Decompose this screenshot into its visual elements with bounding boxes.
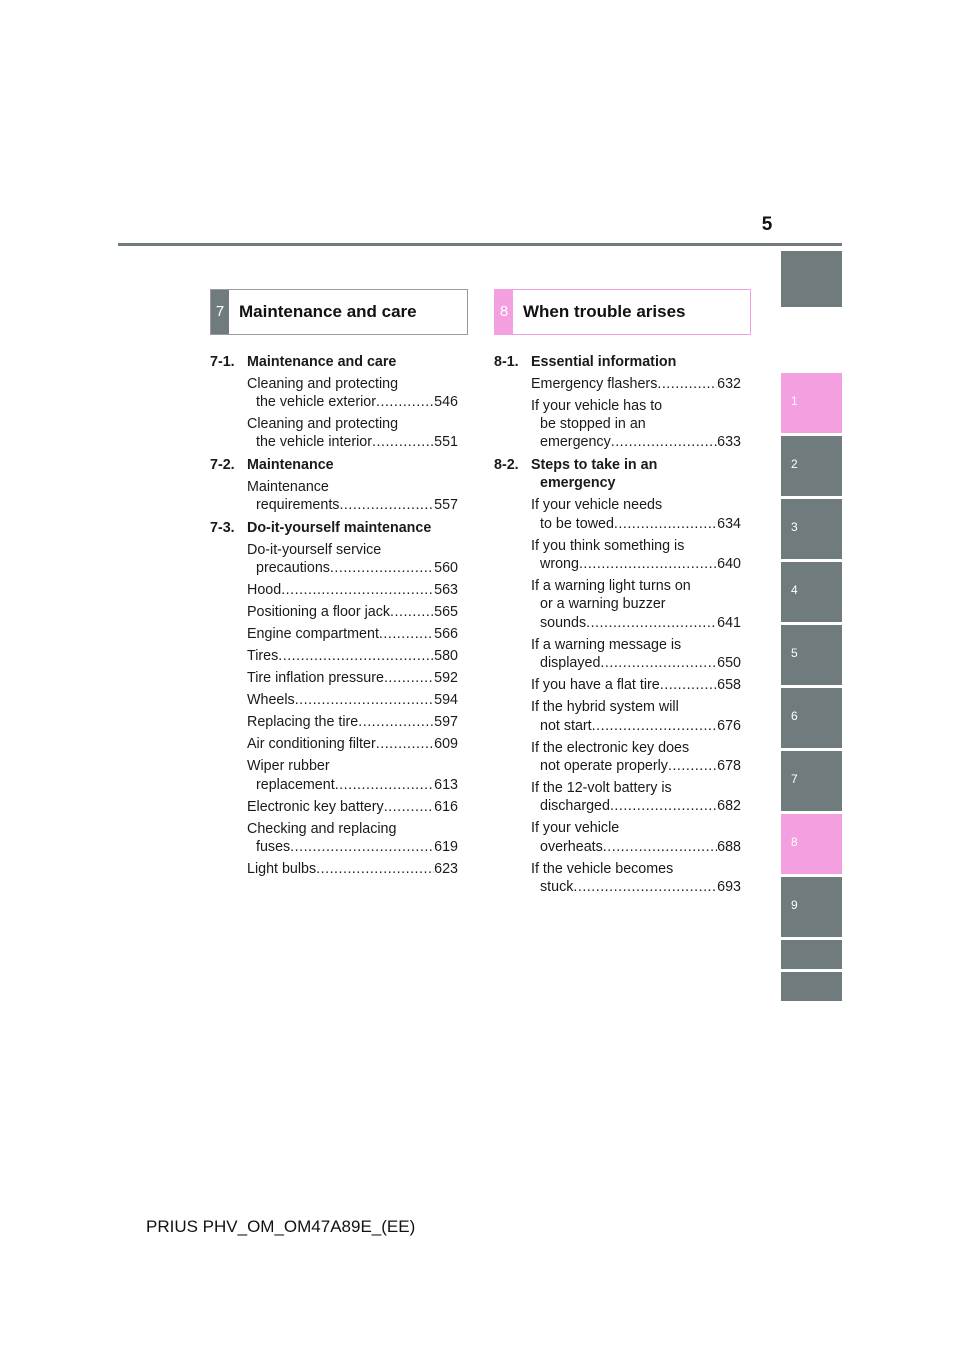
toc-entry-text: Cleaning and protecting	[247, 415, 399, 432]
chapter-tab-7[interactable]	[781, 751, 842, 811]
toc-group	[210, 455, 458, 514]
chapter-tab-blank[interactable]	[781, 972, 842, 1001]
toc-entry-text: Wheels	[247, 692, 295, 709]
chapter-tab-label: 8	[791, 835, 798, 849]
chapter-tab-label: 1	[791, 394, 798, 408]
chapter-tab-4[interactable]	[781, 562, 842, 622]
toc-entry-text: sounds	[540, 614, 587, 631]
toc-entry-text: If the 12-volt battery is	[531, 780, 672, 797]
toc-entry-text: Positioning a floor jack	[247, 604, 391, 621]
toc-entry[interactable]	[531, 537, 741, 574]
toc-page-number: 678	[717, 758, 741, 775]
toc-entry[interactable]	[531, 397, 741, 452]
toc-entry-text: to be towed	[540, 515, 614, 532]
section-7-title: Maintenance and care	[239, 302, 417, 321]
toc-page-number: 634	[717, 515, 741, 532]
toc-entry-text: not operate properly	[540, 758, 668, 775]
toc-entry[interactable]	[531, 577, 741, 632]
toc-page-number: 592	[434, 670, 458, 687]
chapter-tab-label: 3	[791, 520, 798, 534]
toc-entry[interactable]	[247, 603, 458, 621]
dot-leader	[290, 838, 434, 856]
toc-entry-text: If the electronic key does	[531, 739, 690, 756]
toc-page-number: 613	[434, 776, 458, 793]
toc-entry-text: discharged	[540, 798, 610, 815]
toc-entry-text: emergency	[540, 434, 611, 451]
toc-page-number: 633	[717, 434, 741, 451]
toc-group-heading[interactable]	[494, 455, 741, 492]
toc-entry-text: Replacing the tire	[247, 714, 359, 731]
toc-group-heading[interactable]	[494, 352, 741, 371]
toc-entry[interactable]	[531, 779, 741, 816]
dot-leader	[600, 654, 717, 672]
toc-page-number: 565	[434, 604, 458, 621]
chapter-tab-blank[interactable]	[781, 940, 842, 969]
toc-entry[interactable]	[531, 375, 741, 393]
toc-entry[interactable]	[247, 691, 458, 709]
toc-group	[210, 518, 458, 878]
toc-entry-text: Tire inflation pressure	[247, 670, 384, 687]
toc-page-number: 693	[717, 879, 741, 896]
toc-entry-text: If your vehicle has to	[531, 397, 663, 414]
section-7-contents	[210, 352, 458, 882]
toc-page-number: 676	[717, 717, 741, 734]
dot-leader	[586, 614, 717, 632]
toc-page-number: 641	[717, 614, 741, 631]
dot-leader	[316, 860, 434, 878]
dot-leader	[614, 515, 717, 533]
toc-group-title: Steps to take in an	[531, 456, 658, 473]
toc-entry-text: Checking and replacing	[247, 820, 397, 837]
toc-page-number: 682	[717, 798, 741, 815]
toc-entry-text: precautions	[256, 560, 330, 577]
dot-leader	[295, 691, 434, 709]
toc-page-number: 566	[434, 626, 458, 643]
toc-entry[interactable]	[247, 541, 458, 578]
toc-entry[interactable]	[247, 375, 458, 412]
dot-leader	[657, 375, 717, 393]
toc-entry-text: wrong	[540, 556, 579, 573]
toc-entry-text: overheats	[540, 838, 603, 855]
toc-entry[interactable]	[247, 581, 458, 599]
chapter-tab-label: 7	[791, 772, 798, 786]
chapter-tab-1[interactable]	[781, 373, 842, 433]
toc-group-title: Maintenance	[247, 456, 334, 473]
toc-entry-text: or a warning buzzer	[540, 596, 666, 613]
toc-entry-text: Emergency flashers	[531, 375, 658, 392]
toc-entry[interactable]	[247, 798, 458, 816]
toc-page-number: 619	[434, 838, 458, 855]
toc-page-number: 623	[434, 860, 458, 877]
chapter-tab-6[interactable]	[781, 688, 842, 748]
toc-group	[210, 352, 458, 452]
toc-page-number: 658	[717, 677, 741, 694]
toc-group-number: 8-1.	[494, 353, 519, 370]
chapter-tab-label: 5	[791, 646, 798, 660]
chapter-tab-3[interactable]	[781, 499, 842, 559]
toc-page-number: 594	[434, 692, 458, 709]
toc-entry[interactable]	[247, 415, 458, 452]
toc-entry-text: If you think something is	[531, 537, 685, 554]
dot-leader	[579, 555, 717, 573]
toc-entry-text: Do-it-yourself service	[247, 541, 382, 558]
dot-leader	[335, 776, 434, 794]
header-rule	[118, 243, 842, 246]
dot-leader	[278, 647, 434, 665]
toc-group-number: 7-1.	[210, 353, 235, 370]
toc-entry[interactable]	[247, 669, 458, 687]
dot-leader	[281, 581, 434, 599]
dot-leader	[384, 669, 434, 687]
toc-page-number: 650	[717, 655, 741, 672]
dot-leader	[390, 603, 434, 621]
toc-group-heading[interactable]	[210, 518, 458, 537]
toc-entry-text: the vehicle exterior	[256, 393, 376, 410]
chapter-tab-label: 4	[791, 583, 798, 597]
toc-entry-text: If the vehicle becomes	[531, 860, 674, 877]
page-number: 5	[761, 214, 773, 235]
section-7-number: 7	[211, 290, 229, 334]
toc-entry[interactable]	[247, 757, 458, 794]
footer-doc-id: PRIUS PHV_OM_OM47A89E_(EE)	[146, 1217, 416, 1236]
toc-entry-text: If a warning message is	[531, 636, 682, 653]
dot-leader	[358, 713, 434, 731]
toc-page-number: 551	[434, 434, 458, 451]
toc-entry-text: be stopped in an	[540, 415, 646, 432]
chapter-tab-8[interactable]	[781, 814, 842, 874]
chapter-tab-5[interactable]	[781, 625, 842, 685]
toc-group-title: emergency	[540, 475, 616, 492]
dot-leader	[603, 838, 717, 856]
toc-page-number: 597	[434, 714, 458, 731]
toc-page-number: 557	[434, 497, 458, 514]
toc-entry-text: requirements	[256, 497, 340, 514]
toc-group-heading[interactable]	[210, 352, 458, 371]
chapter-tab-label: 9	[791, 898, 798, 912]
toc-entry-text: Tires	[247, 648, 279, 665]
dot-leader	[372, 433, 434, 451]
toc-page-number: 632	[717, 375, 741, 392]
toc-entry[interactable]	[531, 636, 741, 673]
dot-leader	[376, 393, 434, 411]
section-8-header[interactable]	[494, 289, 751, 335]
toc-entry-text: replacement	[256, 776, 335, 793]
toc-entry[interactable]	[531, 819, 741, 856]
toc-entry-text: If your vehicle	[531, 820, 620, 837]
chapter-tab-blank[interactable]	[781, 251, 842, 307]
toc-page-number: 616	[434, 798, 458, 815]
toc-page-number: 580	[434, 648, 458, 665]
dot-leader	[592, 717, 717, 735]
toc-entry-text: displayed	[540, 655, 601, 672]
toc-entry-text: Electronic key battery	[247, 798, 384, 815]
chapter-tab-label: 6	[791, 709, 798, 723]
chapter-tab-2[interactable]	[781, 436, 842, 496]
toc-entry-text: not start	[540, 717, 592, 734]
toc-entry[interactable]	[247, 713, 458, 731]
toc-entry-text: Light bulbs	[247, 860, 317, 877]
toc-page-number: 688	[717, 838, 741, 855]
toc-entry-text: Wiper rubber	[247, 758, 330, 775]
toc-entry[interactable]	[531, 698, 741, 735]
toc-page-number: 640	[717, 556, 741, 573]
toc-group-heading[interactable]	[210, 455, 458, 474]
toc-entry-text: If the hybrid system will	[531, 699, 679, 716]
toc-group	[494, 455, 741, 896]
toc-page-number: 560	[434, 560, 458, 577]
chapter-tab-9[interactable]	[781, 877, 842, 937]
toc-page-number: 546	[434, 393, 458, 410]
toc-entry-text: If a warning light turns on	[531, 578, 691, 595]
dot-leader	[610, 797, 717, 815]
toc-entry[interactable]	[247, 860, 458, 878]
section-8-number: 8	[495, 290, 513, 334]
toc-entry-text: stuck	[540, 879, 574, 896]
toc-group-title: Maintenance and care	[247, 353, 397, 370]
toc-group-number: 8-2.	[494, 456, 519, 473]
toc-page-number: 563	[434, 582, 458, 599]
toc-page-number: 609	[434, 736, 458, 753]
toc-entry-text: Hood	[247, 582, 282, 599]
toc-entry[interactable]	[247, 735, 458, 753]
toc-group-number: 7-3.	[210, 519, 235, 536]
dot-leader	[573, 878, 717, 896]
toc-entry[interactable]	[247, 478, 458, 515]
dot-leader	[611, 433, 717, 451]
section-7-header[interactable]	[210, 289, 468, 335]
dot-leader	[330, 559, 434, 577]
toc-entry-text: Maintenance	[247, 478, 329, 495]
section-8-contents	[494, 352, 741, 900]
toc-entry[interactable]	[247, 625, 458, 643]
toc-entry-text: fuses	[256, 838, 291, 855]
dot-leader	[339, 496, 434, 514]
toc-entry[interactable]	[531, 676, 741, 694]
toc-entry-text: Air conditioning filter	[247, 736, 376, 753]
chapter-tab-label: 2	[791, 457, 798, 471]
dot-leader	[660, 676, 717, 694]
section-8-title: When trouble arises	[523, 302, 686, 321]
dot-leader	[384, 798, 434, 816]
dot-leader	[668, 757, 717, 775]
toc-entry[interactable]	[247, 820, 458, 857]
toc-group-number: 7-2.	[210, 456, 235, 473]
toc-entry-text: Cleaning and protecting	[247, 375, 399, 392]
toc-group-title: Essential information	[531, 353, 677, 370]
toc-group	[494, 352, 741, 452]
toc-entry-text: the vehicle interior	[256, 434, 373, 451]
toc-group-title: Do-it-yourself maintenance	[247, 519, 432, 536]
toc-entry-text: If your vehicle needs	[531, 497, 663, 514]
toc-entry[interactable]	[531, 496, 741, 533]
toc-entry-text: Engine compartment	[247, 626, 379, 643]
dot-leader	[376, 735, 434, 753]
toc-entry[interactable]	[531, 860, 741, 897]
toc-entry[interactable]	[247, 647, 458, 665]
toc-entry-text: If you have a flat tire	[531, 677, 660, 694]
toc-entry[interactable]	[531, 739, 741, 776]
dot-leader	[379, 625, 434, 643]
